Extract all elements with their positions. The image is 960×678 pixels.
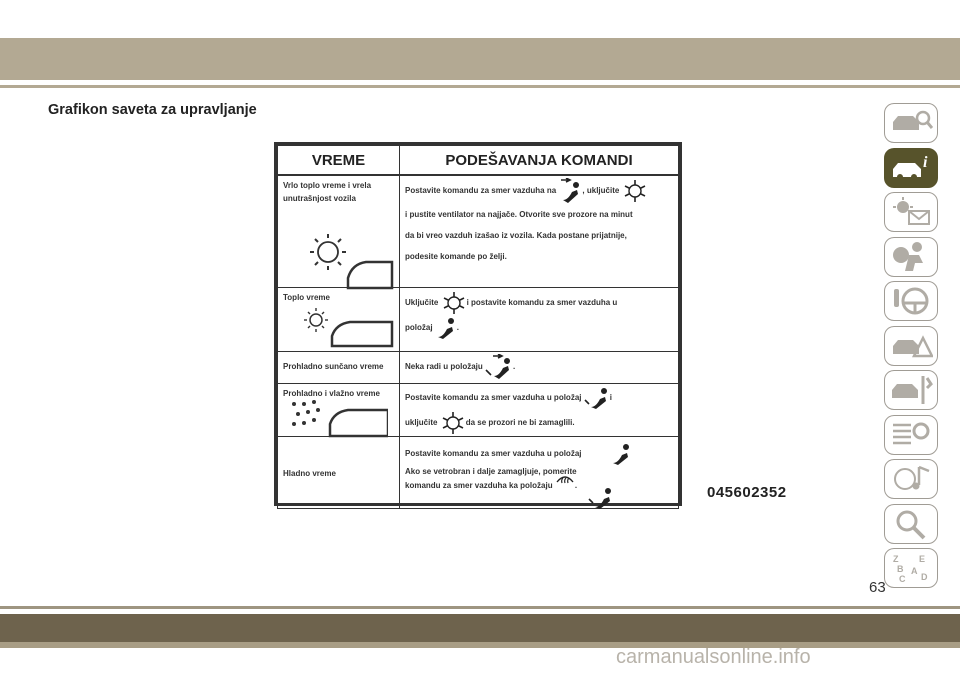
airflow-floor-icon: [606, 443, 632, 465]
weather-label: Vrlo toplo vreme i vrela: [283, 181, 372, 190]
svg-text:E: E: [919, 554, 926, 564]
weather-label: unutrašnjost vozila: [283, 194, 356, 203]
section-title: Grafikon saveta za upravljanje: [48, 102, 257, 118]
car-tools-icon: [889, 374, 933, 406]
warning-light-icon: [889, 197, 933, 227]
airflow-floor-icon: [435, 316, 460, 340]
airflow-bilevel-icon: [485, 354, 516, 380]
settings-list-icon: [889, 419, 933, 451]
search-icon: [889, 508, 933, 540]
setting-text: i: [609, 392, 612, 402]
rain-car-icon: [288, 398, 388, 438]
svg-text:i: i: [923, 153, 928, 171]
car-search-icon: [889, 108, 933, 138]
tab-car-info[interactable]: [884, 148, 938, 188]
weather-cell: [278, 175, 400, 287]
footer-stripe: [0, 642, 960, 648]
airbag-person-icon: [889, 241, 933, 273]
setting-text: podesite komande po želji.: [405, 252, 507, 261]
weather-cell: [278, 351, 400, 383]
tab-emergency[interactable]: [884, 326, 938, 366]
setting-text: i pustite ventilator na najjače. Otvorite sve prozore na minut: [405, 210, 633, 219]
setting-text: Postavite komandu za smer vazduha na: [405, 186, 557, 196]
setting-cell: [400, 351, 679, 383]
setting-text: Uključite: [405, 297, 439, 307]
sun-car-icon: [300, 232, 395, 290]
svg-text:A: A: [911, 566, 918, 576]
setting-text: Postavite komandu za smer vazduha u položaj: [405, 392, 582, 402]
sun-car-icon: [300, 306, 395, 348]
figure-code: 045602352: [707, 484, 787, 501]
weather-label: Toplo vreme: [283, 292, 330, 302]
tab-alphabetical-index[interactable]: [884, 548, 938, 588]
svg-text:D: D: [921, 572, 928, 582]
tab-car-search[interactable]: [884, 103, 938, 143]
svg-text:B: B: [897, 564, 904, 574]
ac-snowflake-icon: [441, 290, 467, 316]
setting-text: da bi vreo vazduh izašao iz vozila. Kada postane prijatnije,: [405, 231, 627, 240]
tab-safety[interactable]: [884, 237, 938, 277]
weather-label: Hladno vreme: [283, 469, 336, 478]
setting-text: Neka radi u položaju: [405, 361, 483, 371]
music-nav-icon: [889, 463, 933, 495]
setting-text: , uključite: [582, 186, 620, 196]
top-band: [0, 0, 960, 20]
tab-specifications[interactable]: [884, 415, 938, 455]
setting-text: i postavite komandu za smer vazduha u: [466, 297, 618, 307]
header-rule: [0, 85, 960, 88]
steering-icon: [889, 285, 933, 317]
control-chart: [274, 142, 682, 506]
watermark: carmanualsonline.info: [616, 646, 811, 668]
table-row: [278, 287, 679, 351]
tab-index-search[interactable]: [884, 504, 938, 544]
ac-snowflake-icon: [440, 410, 466, 436]
weather-cell: [278, 383, 400, 436]
tab-service[interactable]: [884, 370, 938, 410]
setting-text: .: [456, 322, 460, 332]
table-row: [278, 175, 679, 287]
weather-label: Prohladno sunčano vreme: [283, 361, 384, 371]
setting-text: .: [574, 480, 578, 490]
airflow-floor-defrost-icon: [588, 487, 614, 509]
setting-text: Ako se vetrobran i dalje zamagljuje, pomerite: [405, 466, 577, 476]
setting-text: da se prozori ne bi zamaglili.: [465, 417, 575, 427]
weather-label: Prohladno i vlažno vreme: [283, 388, 380, 398]
weather-cell: [278, 287, 400, 351]
setting-cell: [400, 175, 679, 287]
setting-text: položaj: [405, 322, 433, 332]
footer-rule: [0, 606, 960, 609]
page-number: 63: [869, 579, 886, 596]
weather-cell: [278, 436, 400, 508]
defrost-icon: [555, 470, 575, 486]
setting-cell: [400, 436, 679, 508]
header-bar: [0, 38, 960, 80]
ac-snowflake-icon: [622, 178, 648, 204]
tab-driving[interactable]: [884, 281, 938, 321]
setting-cell: [400, 287, 679, 351]
airflow-panel-icon: [558, 178, 582, 204]
setting-text: komandu za smer vazduha ka položaju: [405, 480, 553, 490]
airflow-floor-defrost-icon: [584, 386, 610, 410]
tab-multimedia[interactable]: [884, 459, 938, 499]
header-settings: PODEŠAVANJA KOMANDI: [400, 146, 679, 176]
alphabet-index-icon: [889, 552, 933, 584]
table-row: [278, 436, 679, 508]
footer-bar: [0, 614, 960, 642]
setting-text: Postavite komandu za smer vazduha u položaj: [405, 448, 582, 458]
table-row: [278, 351, 679, 383]
car-info-icon: [889, 153, 933, 183]
setting-text: .: [513, 361, 516, 371]
car-hazard-icon: [889, 330, 933, 362]
svg-text:C: C: [899, 574, 906, 584]
setting-cell: [400, 383, 679, 436]
chapter-tabs: [884, 103, 942, 593]
table-row: [278, 383, 679, 436]
tab-warning-lights[interactable]: [884, 192, 938, 232]
setting-text: uključite: [405, 417, 438, 427]
header-weather: VREME: [278, 146, 400, 176]
svg-text:Z: Z: [893, 554, 899, 564]
